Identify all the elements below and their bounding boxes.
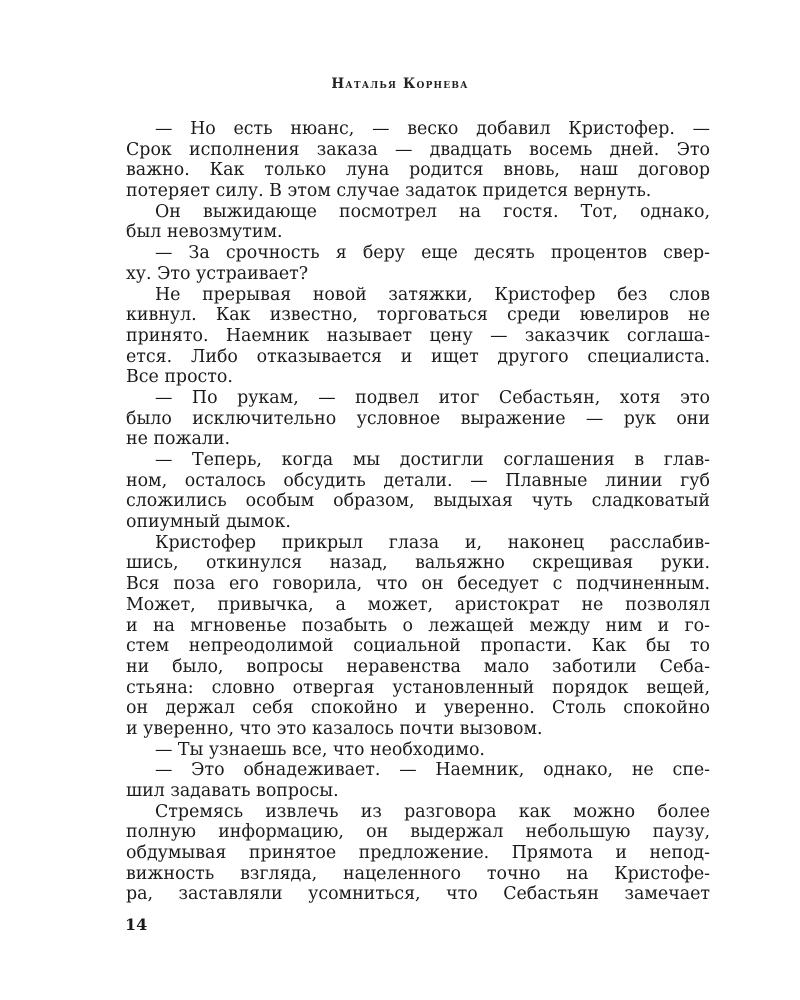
page-number: 14 xyxy=(125,915,148,934)
text-line: — По рукам, — подвел итог Себастьян, хотя это xyxy=(155,387,710,408)
text-line: шись, откинулся назад, вальяжно скрещивая руки. xyxy=(126,553,710,574)
text-line: сложились особым образом, выдыхая чуть сладковатый xyxy=(126,491,710,512)
text-line: Он выжидающе посмотрел на гостя. Тот, однако, xyxy=(155,201,710,222)
body-text xyxy=(126,119,710,905)
text-line: ни было, вопросы неравенства мало заботили Себа- xyxy=(126,656,710,677)
text-line: вижность взгляда, нацеленного точно на Кристофе- xyxy=(126,863,710,884)
text-line: полную информацию, он выдержал небольшую паузу, xyxy=(126,822,710,843)
text-line: — За срочность я беру еще десять процентов свер- xyxy=(155,243,710,264)
text-line: был невозмутим. xyxy=(126,222,283,243)
text-line: важно. Как только луна родится вновь, наш договор xyxy=(126,160,710,181)
text-line: потеряет силу. В этом случае задаток придется вернуть. xyxy=(126,181,652,202)
text-line: — Ты узнаешь все, что необходимо. xyxy=(155,739,485,760)
text-line: обдумывая принятое предложение. Прямота и непод- xyxy=(126,843,710,864)
text-line: — Теперь, когда мы достигли соглашения в глав- xyxy=(155,450,710,470)
text-line: Вся поза его говорила, что он беседует с подчиненным. xyxy=(126,574,710,595)
text-line: опиумный дымок. xyxy=(126,512,291,533)
running-head-author: Наталья Корнева xyxy=(331,76,469,92)
text-line: принято. Наемник называет цену — заказчик соглаша- xyxy=(126,325,710,346)
text-line: Стремясь извлечь из разговора как можно более xyxy=(155,801,710,822)
text-line: ется. Либо отказывается и ищет другого специалиста. xyxy=(126,346,710,367)
text-line: Срок исполнения заказа — двадцать восемь дней. Это xyxy=(126,139,710,160)
text-line: Все просто. xyxy=(126,367,233,388)
text-line: ху. Это устраивает? xyxy=(126,263,309,284)
text-line: не пожали. xyxy=(126,429,231,450)
text-line: Кристофер прикрыл глаза и, наконец расслабив- xyxy=(155,532,710,553)
text-line: ра, заставляли усомниться, что Себастьян замечает xyxy=(126,884,710,905)
text-line: шил задавать вопросы. xyxy=(126,781,339,801)
text-line: он держал себя спокойно и уверенно. Столь спокойно xyxy=(126,698,710,719)
text-line: Не прерывая новой затяжки, Кристофер без слов xyxy=(155,284,710,305)
text-line: ном, осталось обсудить детали. — Плавные линии губ xyxy=(126,470,710,491)
text-line: и уверенно, что это казалось почти вызовом. xyxy=(126,718,543,739)
text-line: и на мгновенье позабыть о лежащей между ним и го- xyxy=(126,615,710,636)
text-line: кивнул. Как известно, торговаться среди ювелиров не xyxy=(126,305,710,326)
text-line: — Это обнадеживает. — Наемник, однако, не спе- xyxy=(155,760,710,781)
text-line: стем непреодолимой социальной пропасти. Как бы то xyxy=(126,636,710,657)
text-line: — Но есть нюанс, — веско добавил Кристофер. — xyxy=(155,119,710,139)
text-line: было исключительно условное выражение — рук они xyxy=(126,408,710,429)
text-line: стьяна: словно отвергая установленный порядок вещей, xyxy=(126,677,710,698)
text-line: Может, привычка, а может, аристократ не позволял xyxy=(126,594,710,615)
